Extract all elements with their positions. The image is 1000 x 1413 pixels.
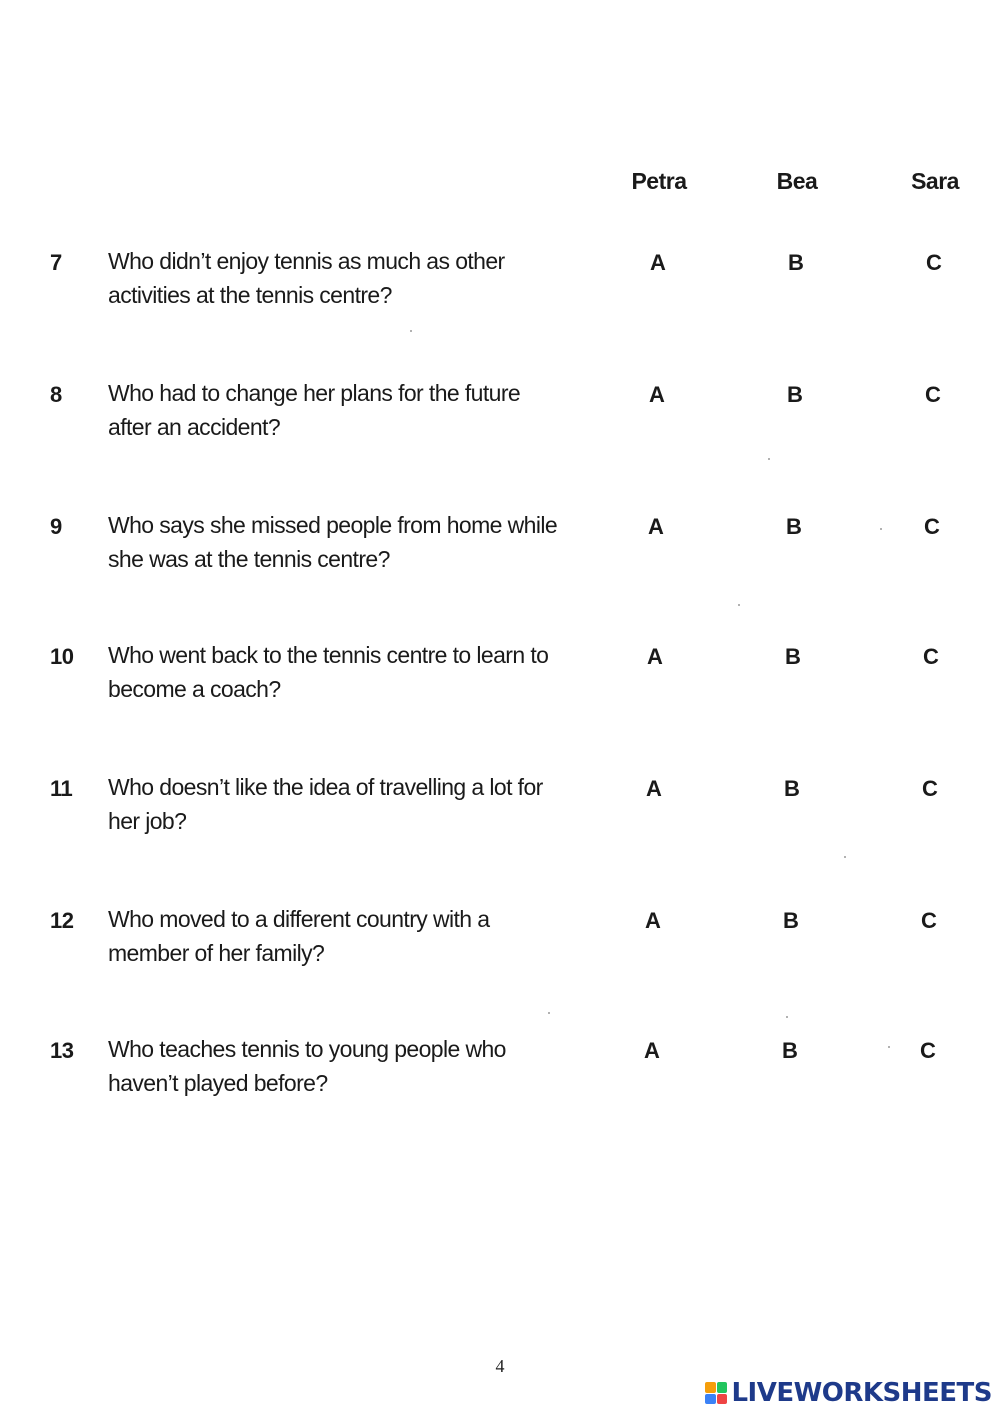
option-c[interactable]: C — [925, 382, 941, 407]
option-b[interactable]: B — [783, 908, 799, 933]
question-text-line: Who teaches tennis to young people who — [108, 1036, 506, 1062]
question-row — [0, 644, 1000, 724]
column-header-petra: Petra — [631, 168, 687, 194]
logo-cell — [705, 1394, 716, 1405]
liveworksheets-brand[interactable] — [705, 1376, 992, 1410]
question-text — [108, 508, 588, 576]
option-c[interactable]: C — [922, 776, 938, 801]
question-row — [0, 776, 1000, 856]
question-text-line: Who had to change her plans for the future — [108, 380, 521, 406]
option-a[interactable]: A — [646, 776, 662, 801]
page-number: 4 — [495, 1356, 505, 1376]
question-text-line: Who says she missed people from home while — [108, 512, 558, 538]
option-a[interactable]: A — [649, 382, 665, 407]
question-text — [108, 1032, 588, 1100]
option-c[interactable]: C — [920, 1038, 936, 1063]
question-number: 9 — [50, 514, 62, 539]
question-text-line: Who moved to a different country with a — [108, 906, 490, 932]
option-b[interactable]: B — [784, 776, 800, 801]
scan-speck — [844, 856, 846, 858]
option-c[interactable]: C — [923, 644, 939, 669]
question-text-line: activities at the tennis centre? — [108, 282, 392, 308]
question-row — [0, 908, 1000, 988]
logo-cell — [717, 1394, 728, 1405]
scan-speck — [410, 330, 412, 332]
question-row — [0, 382, 1000, 462]
question-text-line: become a coach? — [108, 676, 281, 702]
logo-cell — [717, 1382, 728, 1393]
option-a[interactable]: A — [645, 908, 661, 933]
column-header-sara: Sara — [911, 168, 959, 194]
option-b[interactable]: B — [785, 644, 801, 669]
scan-speck — [786, 1016, 788, 1018]
option-b[interactable]: B — [782, 1038, 798, 1063]
logo-cell — [705, 1382, 716, 1393]
question-row — [0, 1038, 1000, 1118]
question-row — [0, 250, 1000, 330]
brand-text: LIVEWORKSHEETS — [731, 1378, 992, 1408]
question-text-line: member of her family? — [108, 940, 325, 966]
question-number: 10 — [50, 644, 74, 669]
question-text — [108, 244, 588, 312]
option-b[interactable]: B — [787, 382, 803, 407]
scan-speck — [880, 528, 882, 530]
question-text-line: after an accident? — [108, 414, 281, 440]
option-b[interactable]: B — [788, 250, 804, 275]
option-a[interactable]: A — [647, 644, 663, 669]
question-number: 12 — [50, 908, 74, 933]
question-text — [108, 902, 588, 970]
question-number: 8 — [50, 382, 62, 407]
question-text-line: she was at the tennis centre? — [108, 546, 390, 572]
question-text — [108, 376, 588, 444]
question-number: 11 — [50, 776, 73, 801]
liveworksheets-logo-icon — [705, 1382, 727, 1404]
column-header-bea: Bea — [776, 168, 818, 194]
question-text-line: haven’t played before? — [108, 1070, 328, 1096]
question-text-line: Who didn’t enjoy tennis as much as other — [108, 248, 505, 274]
question-row — [0, 514, 1000, 594]
question-text-line: Who doesn’t like the idea of travelling a lot for — [108, 774, 543, 800]
option-c[interactable]: C — [921, 908, 937, 933]
option-c[interactable]: C — [926, 250, 942, 275]
question-text-line: Who went back to the tennis centre to learn to — [108, 642, 549, 668]
question-number: 13 — [50, 1038, 74, 1063]
scan-speck — [768, 458, 770, 460]
option-b[interactable]: B — [786, 514, 802, 539]
scan-speck — [548, 1012, 550, 1014]
question-text — [108, 770, 588, 838]
question-text — [108, 638, 588, 706]
question-text-line: her job? — [108, 808, 187, 834]
option-a[interactable]: A — [644, 1038, 660, 1063]
option-a[interactable]: A — [648, 514, 664, 539]
scan-speck — [738, 604, 740, 606]
option-a[interactable]: A — [650, 250, 666, 275]
question-number: 7 — [50, 250, 62, 275]
option-c[interactable]: C — [924, 514, 940, 539]
scan-speck — [888, 1046, 890, 1048]
